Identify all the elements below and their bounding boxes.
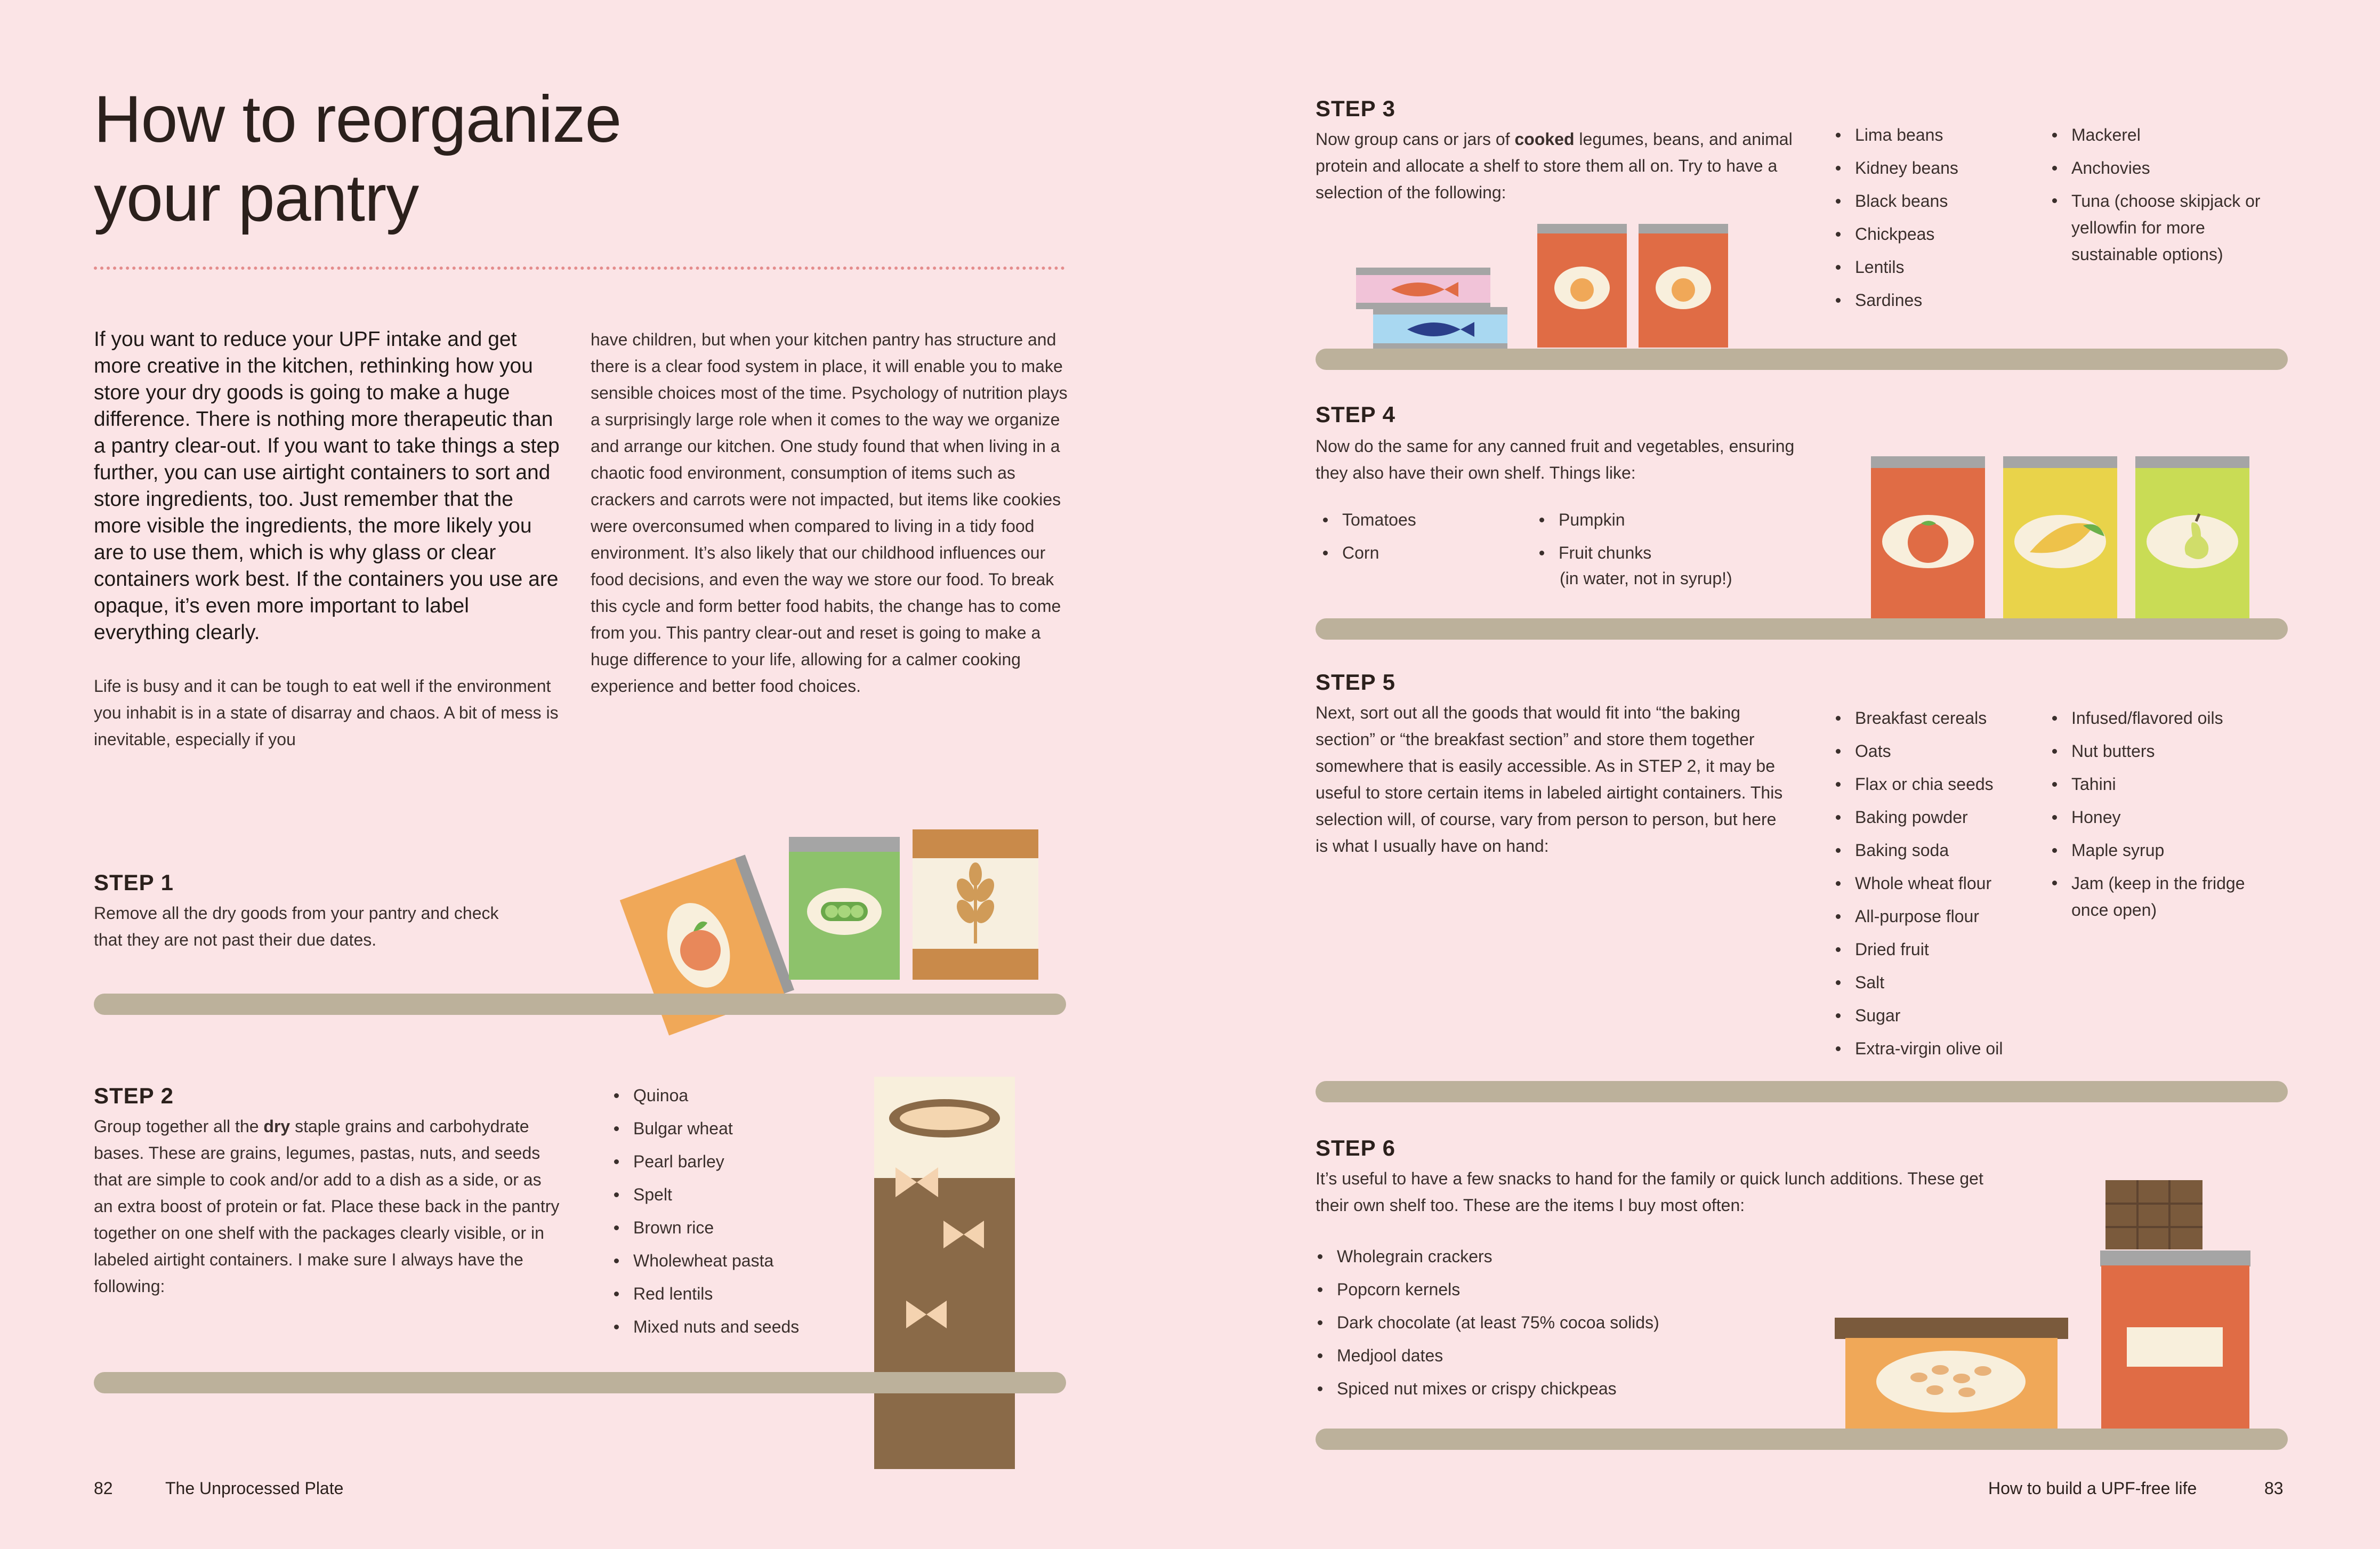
list-item: Breakfast cereals: [1833, 701, 2003, 735]
step5-text: Next, sort out all the goods that would fit into “the baking section” or “the breakfast section” and store them together somewhere that is easily accessible. As in STEP 2, it may be useful to store certain items in labeled airtight containers. This selection will, of course, vary from person to person, but here is what I usually have on hand:: [1316, 703, 1783, 856]
list-item: Black beans: [1833, 184, 1958, 217]
nut-box-icon: [1835, 1318, 2068, 1433]
list-item: Quinoa: [611, 1079, 799, 1112]
list-item: Mackerel: [2049, 118, 2262, 151]
step4-heading: STEP 4: [1316, 402, 1395, 427]
step6-list: [1314, 1240, 1659, 1405]
list-item: Salt: [1833, 966, 2003, 999]
list-item: Extra-virgin olive oil: [1833, 1032, 2003, 1065]
step6-text: It’s useful to have a few snacks to hand for the family or quick lunch additions. These get their own shelf too. These are the items I buy most often:: [1316, 1169, 1983, 1215]
step3-illustration: [1354, 219, 1738, 352]
list-item: Sugar: [1833, 999, 2003, 1032]
step4-illustration: [1870, 456, 2252, 622]
pea-can-icon: [789, 837, 900, 980]
step2-heading: STEP 2: [94, 1083, 174, 1108]
list-item: Tuna (choose skipjack or yellowfin for more sustainable options): [2049, 184, 2262, 271]
jam-jar-icon: [2100, 1251, 2250, 1433]
list-item: Bulgar wheat: [611, 1112, 799, 1145]
wheat-bag-icon: [913, 829, 1038, 980]
list-item: Lentils: [1833, 251, 1958, 284]
step1-shelf: [94, 994, 1066, 1015]
pasta-jar-icon: [874, 1077, 1015, 1375]
list-item: Fruit chunks: [1536, 536, 1651, 569]
list-item: Baking powder: [1833, 801, 2003, 834]
list-item: Chickpeas: [1833, 217, 1958, 251]
step3-list-col2: [2049, 118, 2262, 271]
list-item: Pearl barley: [611, 1145, 799, 1178]
list-item: Mixed nuts and seeds: [611, 1310, 799, 1343]
list-item: Dark chocolate (at least 75% cocoa solids): [1314, 1306, 1659, 1339]
page-title: How to reorganize your pantry: [94, 83, 622, 235]
list-item: Infused/flavored oils: [2049, 701, 2273, 735]
list-item: Maple syrup: [2049, 834, 2273, 867]
section-title: How to build a UPF-free life: [1988, 1479, 2197, 1498]
book-title: The Unprocessed Plate: [165, 1479, 344, 1498]
list-item: Whole wheat flour: [1833, 867, 2003, 900]
list-item: Pumpkin: [1536, 503, 1651, 536]
step1-heading: STEP 1: [94, 870, 174, 895]
step3-list-col1: [1833, 118, 1958, 317]
list-item: Oats: [1833, 735, 2003, 768]
list-item: Nut butters: [2049, 735, 2273, 768]
list-item: Red lentils: [611, 1277, 799, 1310]
list-item: Corn: [1320, 536, 1416, 569]
dotted-divider: [94, 267, 1065, 270]
step5-heading: STEP 5: [1316, 669, 1395, 695]
step4-list-col1: [1320, 503, 1416, 569]
step4-shelf: [1316, 618, 2288, 640]
step6-heading: STEP 6: [1316, 1135, 1395, 1160]
list-item: Lima beans: [1833, 118, 1958, 151]
list-item: Tahini: [2049, 768, 2273, 801]
list-item: Wholewheat pasta: [611, 1244, 799, 1277]
step2-list: [611, 1079, 799, 1343]
list-item: Medjool dates: [1314, 1339, 1659, 1372]
step1-text: Remove all the dry goods from your pantry and check that they are not past their due dates.: [94, 903, 499, 949]
tomato-can-icon: [1871, 456, 1985, 619]
step4-note: (in water, not in syrup!): [1560, 569, 1732, 588]
intro-lead-paragraph: If you want to reduce your UPF intake and get more creative in the kitchen, rethinking how you store your dry goods is going to make a huge difference. There is nothing more therapeutic than a pantry clear-out. If you want to take things a step further, you can use airtight containers to sort and store ingredients, too. Just remember that the more visible the ingredients, the more likely you are to use them, which is why glass or clear containers work best. If the containers you use are opaque, it’s even more important to label everything clearly.: [94, 328, 560, 644]
list-item: Tomatoes: [1320, 503, 1416, 536]
list-item: Baking soda: [1833, 834, 2003, 867]
list-item: Honey: [2049, 801, 2273, 834]
step5-list-col2: [2049, 701, 2273, 926]
list-item: Sardines: [1833, 284, 1958, 317]
left-page-number: 82: [94, 1479, 113, 1498]
step5-shelf: [1316, 1081, 2288, 1102]
pear-can-icon: [2135, 456, 2249, 619]
step3-heading: STEP 3: [1316, 96, 1395, 121]
step1-illustration: [597, 821, 1055, 1002]
step6-shelf: [1316, 1429, 2288, 1450]
step3-text: Now group cans or jars of cooked legumes, beans, and animal protein and allocate a shelf to store them all on. Try to have a selection of the following:: [1316, 130, 1793, 202]
list-item: Anchovies: [2049, 151, 2262, 184]
list-item: Kidney beans: [1833, 151, 1958, 184]
step4-list-col2: [1536, 503, 1651, 569]
list-item: Dried fruit: [1833, 933, 2003, 966]
list-item: Spelt: [611, 1178, 799, 1211]
intro-paragraph-2: Life is busy and it can be tough to eat well if the environment you inhabit is in a state of disarray and chaos. A bit of mess is inevitable, especially if you: [94, 676, 559, 749]
step2-text: Group together all the dry staple grains and carbohydrate bases. These are grains, legumes, pastas, nuts, and seeds that are simple to cook and/or add to a dish as a side, or as an extra boost of protein or fat. Place these back in the pantry together on one shelf with the packages clearly visible, or in labeled airtight containers. I make sure I always have the following:: [94, 1117, 560, 1296]
list-item: Popcorn kernels: [1314, 1273, 1659, 1306]
fish-tin-icon: [1356, 268, 1507, 350]
right-page-number: 83: [2264, 1479, 2284, 1498]
intro-column-2: have children, but when your kitchen pantry has structure and there is a clear food system in place, it will enable you to make sensible choices most of the time. Psychology of nutrition plays a surprisingly large role when it comes to the way we organize and arrange our kitchen. One study found that when living in a chaotic food environment, consumption of items such as crackers and carrots were not impacted, but items like cookies were overconsumed when compared to living in a tidy food environment. It’s also likely that our childhood influences our food decisions, and even the way we store our food. To break this cycle and form better food habits, the change has to come from you. This pantry clear-out and reset is going to make a huge difference to your life, allowing for a calmer cooking experience and better food choices.: [591, 330, 1068, 696]
list-item: Jam (keep in the fridge once open): [2049, 867, 2273, 926]
corn-can-icon: [2003, 456, 2117, 619]
list-item: Spiced nut mixes or crispy chickpeas: [1314, 1372, 1659, 1405]
list-item: Wholegrain crackers: [1314, 1240, 1659, 1273]
chocolate-bar-icon: [2105, 1180, 2202, 1249]
list-item: All-purpose flour: [1833, 900, 2003, 933]
step2-shelf: [94, 1372, 1066, 1393]
list-item: Flax or chia seeds: [1833, 768, 2003, 801]
step5-list-col1: [1833, 701, 2003, 1065]
list-item: Brown rice: [611, 1211, 799, 1244]
onion-can-icon: [1537, 224, 1728, 348]
step4-text: Now do the same for any canned fruit and vegetables, ensuring they also have their own shelf. Things like:: [1316, 437, 1795, 482]
step6-illustration: [1834, 1180, 2252, 1436]
step3-shelf: [1316, 349, 2288, 370]
